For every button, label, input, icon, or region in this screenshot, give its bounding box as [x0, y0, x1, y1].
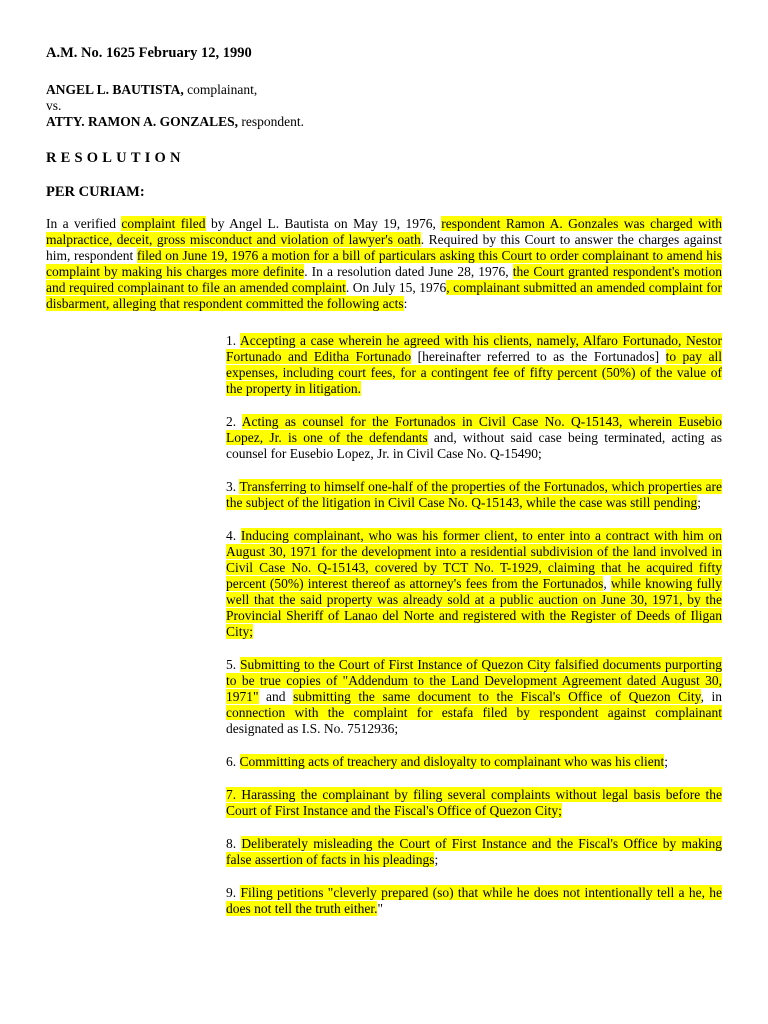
act-item-5 [226, 657, 722, 737]
text-run: by Angel L. Bautista on May 19, 1976, [205, 216, 442, 231]
text-run: ; [697, 495, 702, 510]
complainant-role: complainant, [183, 82, 258, 97]
act-item-8 [226, 836, 722, 868]
highlighted-text: , complainant submitted an amended complaint for disbarment, alleging that respondent committed the following acts [46, 280, 722, 311]
highlighted-text: Accepting a case wherein he agreed with his clients, namely, Alfaro Fortunado, Nestor Fortunado and Editha Fortunado [226, 333, 722, 364]
highlighted-text: the Court granted respondent's motion and required complainant to file an amended complaint [46, 264, 722, 295]
text-run: and [258, 689, 294, 704]
text-run: 1. [226, 333, 240, 348]
highlighted-text: claiming that he acquired fifty percent (50%) interest thereof as attorney's fees from the Fortunados [226, 560, 723, 591]
text-run: , [603, 576, 611, 591]
highlighted-text: to pay all expenses, including court fees, for a contingent fee of fifty percent (50%) of the value of the property in litigation. [226, 349, 722, 396]
text-run: " [377, 901, 383, 916]
text-run: . Required by this Court to answer the charges against him, respondent [46, 232, 723, 263]
text-run: ; [664, 754, 669, 769]
highlighted-text: Submitting to the Court of First Instance of Quezon City falsified documents purporting to be true copies of "Addendum to the Land Development Agreement dated August 30, 1971" [226, 657, 722, 704]
text-run: 3. [226, 479, 240, 494]
case-number: A.M. No. 1625 February 12, 1990 [46, 45, 252, 61]
text-run: [hereinafter referred to as the Fortunados] [411, 349, 666, 364]
text-run: 4. [226, 528, 241, 543]
highlighted-text: Deliberately misleading the Court of First Instance and the Fiscal's Office by making false assertion of facts in his pleadings [226, 836, 723, 867]
text-run: . On July 15, 1976 [345, 280, 447, 295]
act-item-4 [226, 528, 722, 640]
act-item-1 [226, 333, 722, 397]
text-run: designated as I.S. No. 7512936; [226, 721, 399, 736]
text-run: ; [434, 852, 439, 867]
highlighted-text: Transferring to himself one-half of the properties of the Fortunados, which properties are the subject of the litigation in Civil Case No. Q-15143, while the case was still pending [226, 479, 722, 510]
highlighted-text: Filing petitions "cleverly prepared (so) that while he does not intentionally tell a he, he does not tell the truth either. [226, 885, 723, 916]
text-run: 8. [226, 836, 242, 851]
highlighted-text: complaint filed [121, 216, 206, 231]
highlighted-text: while knowing fully well that the said property was already sold at a public auction on June 30, 1971, by the Provincial Sheriff of Lanao del Norte and registered with the Register of Deeds of Iligan City; [226, 576, 722, 639]
act-item-7 [226, 787, 722, 819]
highlighted-text: Inducing complainant, who was his former client, to enter into a contract with him on August 30, 1971 for the development into a residential subdivision of the land involved in Civil Case No. Q-15143, covered by TCT No. T-1929, [226, 528, 722, 575]
respondent-name: ATTY. RAMON A. GONZALES, [46, 114, 239, 129]
highlighted-text: connection with the complaint for estafa filed by respondent against complainant [226, 705, 722, 720]
text-run: . In a resolution dated June 28, 1976, [304, 264, 513, 279]
act-item-6 [226, 754, 722, 770]
text-run: 5. [226, 657, 241, 672]
highlighted-text: Acting as counsel for the Fortunados in Civil Case No. Q-15143, wherein Eusebio Lopez, Jr. is one of the defendants [226, 414, 722, 445]
text-run: 6. [226, 754, 240, 769]
highlighted-text: Committing acts of treachery and disloyalty to complainant who was his client [239, 754, 665, 769]
highlighted-text: 7. Harassing the complainant by filing several complaints without legal basis before the Court of First Instance and the Fiscal's Office of Quezon City; [226, 787, 722, 818]
case-parties [46, 82, 304, 130]
text-run: , in [700, 689, 722, 704]
versus: vs. [46, 98, 62, 113]
acts-list [226, 333, 722, 934]
highlighted-text: respondent Ramon A. Gonzales was charged with malpractice, deceit, gross misconduct and violation of lawyer's oath [46, 216, 722, 247]
highlighted-text: filed on June 19, 1976 a motion for a bill of particulars asking this Court to order complainant to amend his complaint by making his charges more definite [46, 248, 722, 279]
act-item-3 [226, 479, 722, 511]
respondent-role: respondent. [238, 114, 305, 129]
text-run: 2. [226, 414, 242, 429]
intro-paragraph [46, 216, 722, 312]
per-curiam-heading: PER CURIAM: [46, 184, 145, 200]
text-run: 9. [226, 885, 241, 900]
text-run: : [403, 296, 408, 311]
text-run: and, without said case being terminated, acting as counsel for Eusebio Lopez, Jr. in Civil Case No. Q-15490; [226, 430, 723, 461]
text-run: In a verified [46, 216, 122, 231]
highlighted-text: submitting the same document to the Fiscal's Office of Quezon City [293, 689, 701, 704]
act-item-2 [226, 414, 722, 462]
act-item-9 [226, 885, 722, 917]
document-title: RESOLUTION [46, 150, 185, 166]
complainant-name: ANGEL L. BAUTISTA, [46, 82, 184, 97]
